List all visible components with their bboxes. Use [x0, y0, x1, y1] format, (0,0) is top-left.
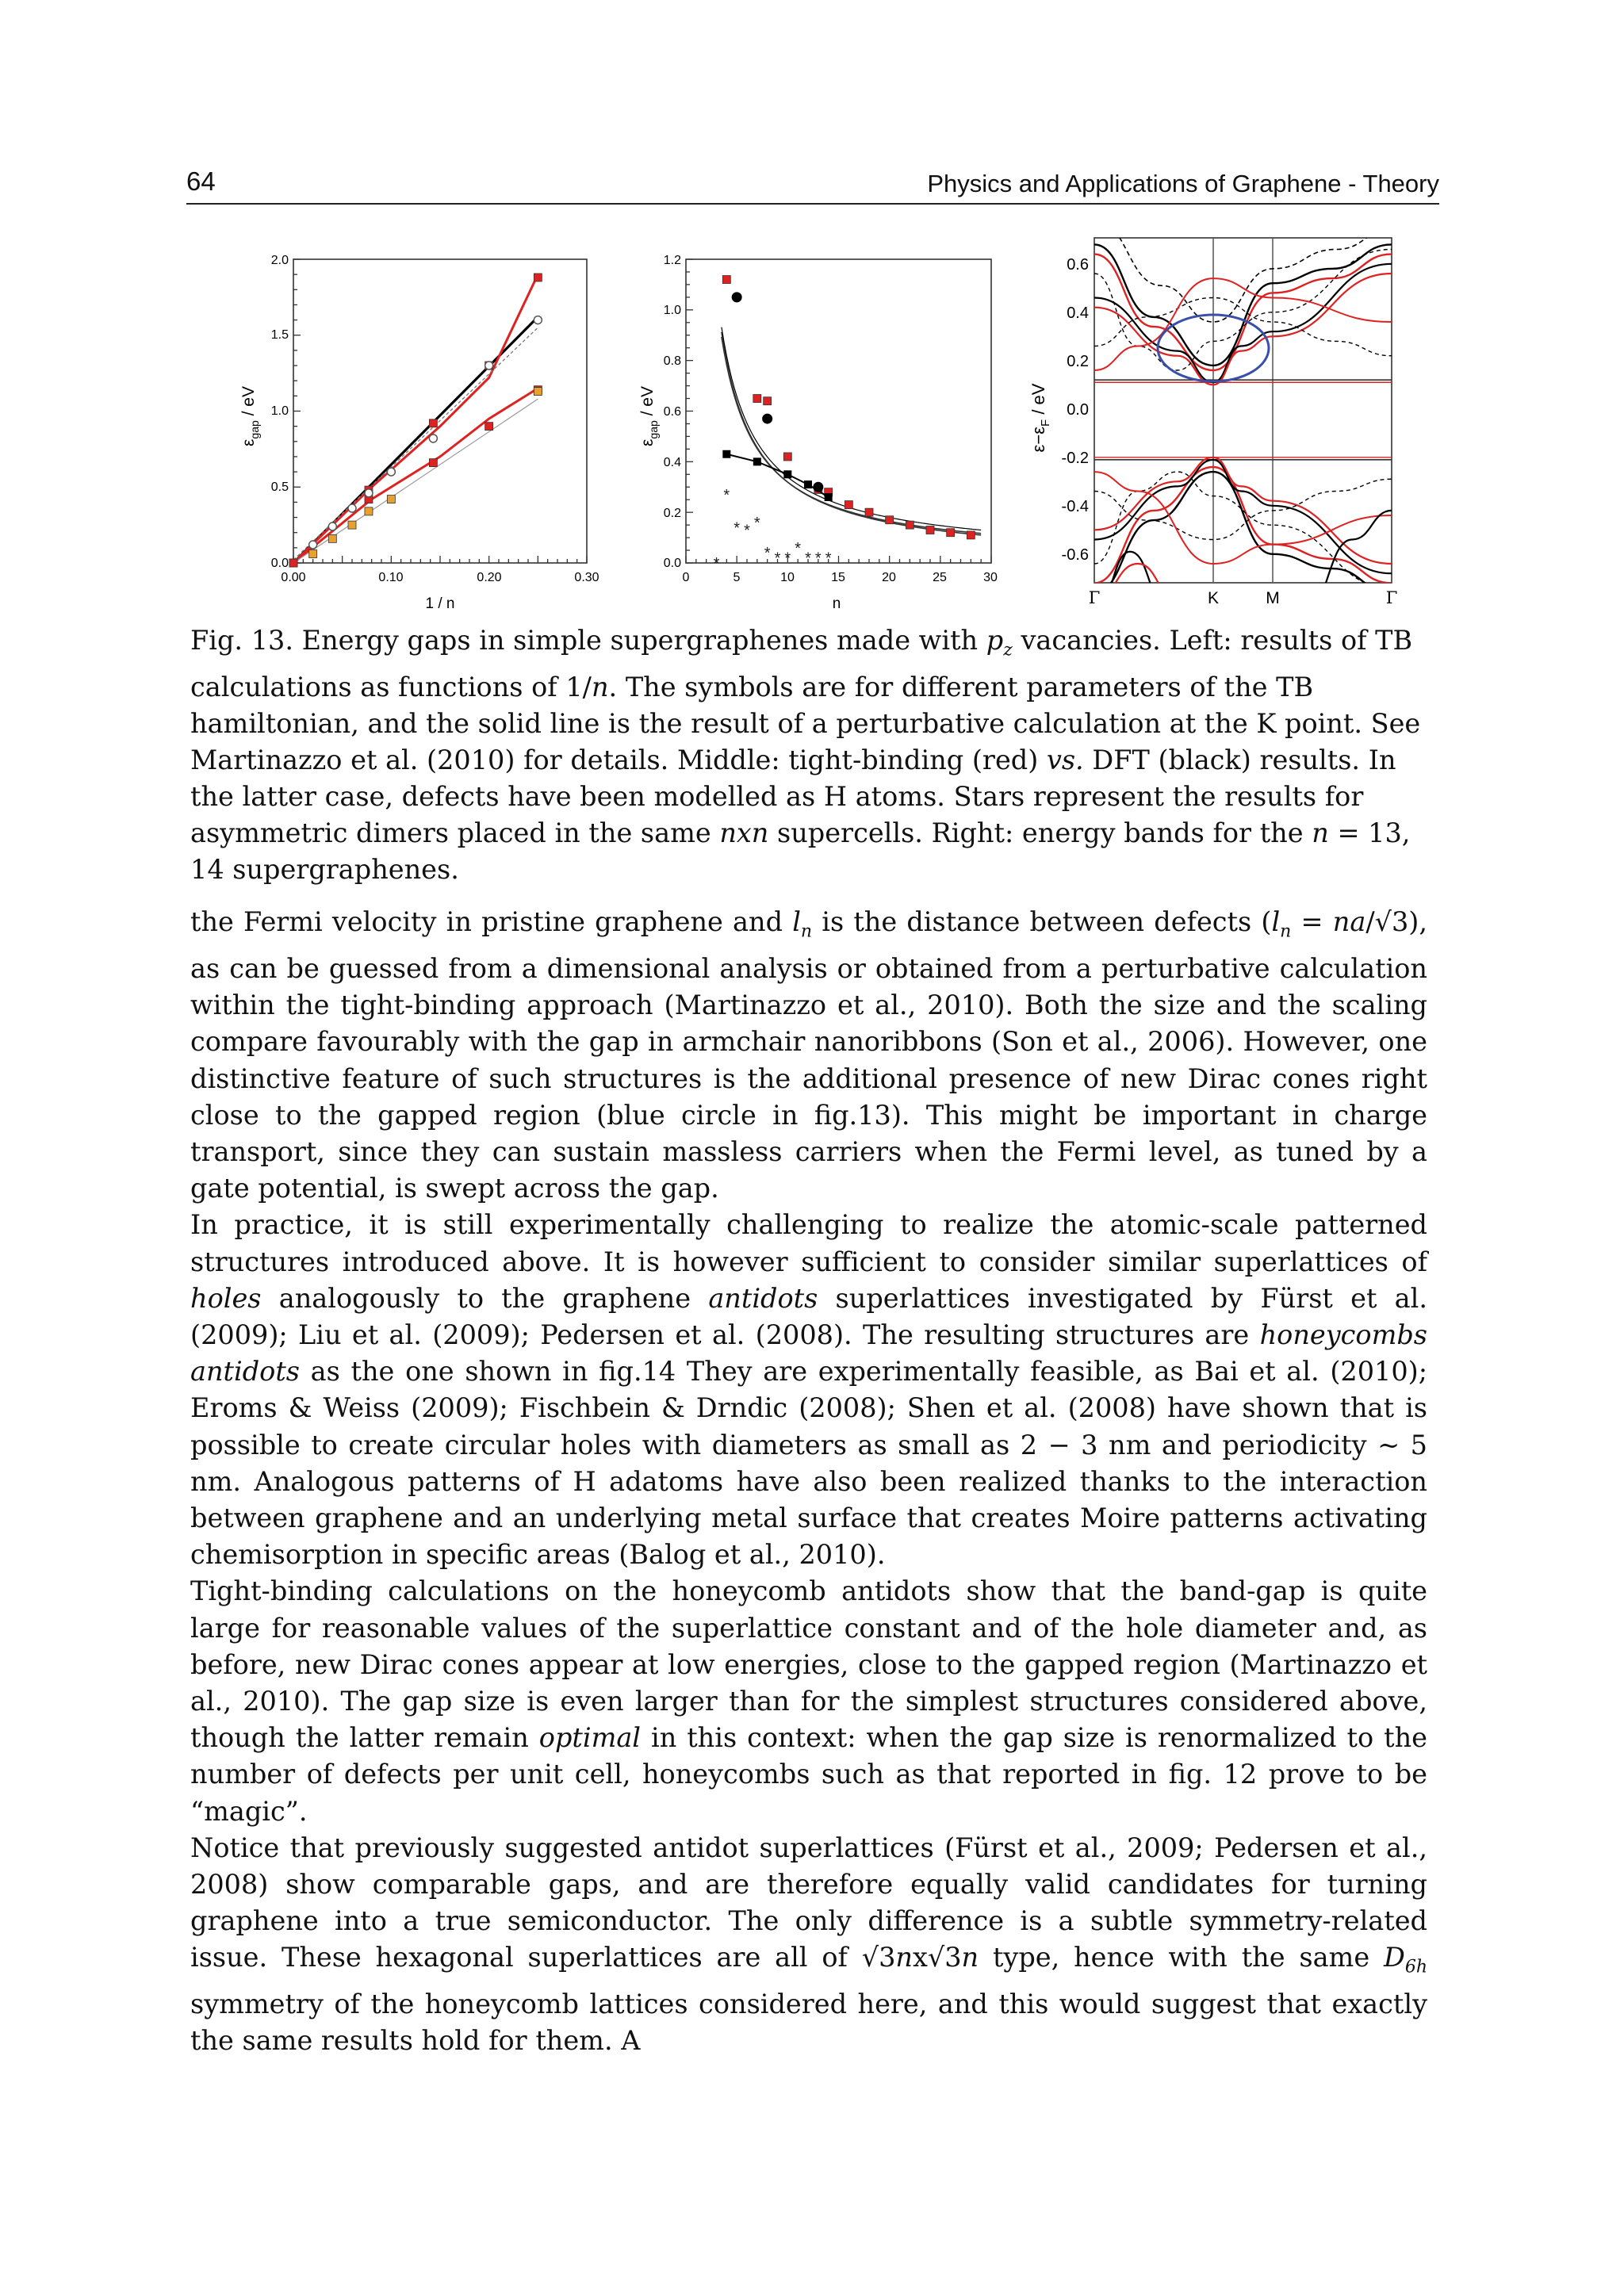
left-xtick-0: 0.00: [281, 571, 306, 584]
middle-xtick-1: 5: [733, 571, 741, 584]
figure-middle-panel: [638, 250, 998, 614]
left-point-square: [348, 521, 356, 529]
left-point-square: [429, 459, 437, 467]
paragraph-3: Tight-binding calculations on the honeycomb antidots show that the band-gap is quite large for reasonable values of the superlattice constant and of the hole diameter and, as before, new Dirac cones appear at low energies, close to the gapped region (Martinazzo et al., 2010). The gap size is even larger than for the simplest structures considered above, though the latter remain optimal in this context: when the gap size is renormalized to the number of defects per unit cell, honeycombs such as that reported in fig. 12 prove to be “magic”.: [190, 1575, 1427, 1827]
left-point-square: [387, 496, 395, 503]
band-black-dashed-1: [1094, 220, 1392, 322]
middle-plot-frame: [686, 259, 991, 563]
left-point-circle: [309, 541, 317, 549]
middle-dft-point: [732, 292, 742, 302]
middle-star-point: *: [733, 519, 741, 538]
caption-n: n: [591, 671, 609, 702]
left-point-circle: [365, 489, 373, 497]
middle-tb-point: [906, 521, 914, 529]
caption-text-3: . The symbols are for different parameters of the TB hamiltonian, and the solid line is the result of a perturbative calculation at the K point. See Martinazzo et al. (2010) for details. Middle: tight-binding (red): [190, 671, 1421, 775]
middle-ytick-0: 0.0: [663, 557, 681, 570]
left-marks: [289, 274, 542, 567]
middle-ytick-4: 0.8: [663, 354, 681, 368]
caption-text-5: supercells. Right: energy bands for the: [768, 817, 1312, 848]
middle-tb-point: [865, 508, 873, 516]
middle-xtick-3: 15: [831, 571, 845, 584]
middle-star-point: *: [713, 555, 720, 572]
middle-star-point: *: [774, 549, 781, 568]
left-red-curve-upper: [293, 274, 538, 563]
left-point-circle: [485, 362, 493, 369]
left-ytick-4: 2.0: [270, 254, 289, 267]
middle-star-point: *: [753, 514, 760, 532]
middle-star-point: *: [784, 549, 791, 568]
right-ytick-1: 0.4: [1067, 304, 1089, 322]
middle-tb-point: [764, 397, 772, 405]
middle-ytick-2: 0.4: [663, 456, 681, 469]
caption-text-6: = 13, 14 supergraphenes.: [190, 817, 1411, 885]
middle-dft-square: [753, 457, 761, 465]
middle-ytick-6: 1.2: [663, 254, 681, 267]
middle-ytick-1: 0.2: [663, 507, 681, 520]
middle-star-point: *: [825, 549, 832, 568]
right-ytick-2: 0.2: [1067, 353, 1089, 370]
paragraph-2: In practice, it is still experimentally challenging to realize the atomic-scale patterned structures introduced above. It is however sufficient to consider similar superlattices of holes analogously to the graphene antidots superlattices investigated by Fürst et al. (2009); Liu et al. (2009); Pedersen et al. (2008). The resulting structures are honeycombs antidots as the one shown in fig.14 They are experimentally feasible, as Bai et al. (2010); Eroms & Weiss (2009); Fischbein & Drndic (2008); Shen et al. (2008) have shown that is possible to create circular holes with diameters as small as 2 − 3 nm and periodicity ∼ 5 nm. Analogous patterns of H adatoms have also been realized thanks to the interaction between graphene and an underlying metal surface that creates Moire patterns activating chemisorption in specific areas (Balog et al., 2010).: [190, 1209, 1427, 1571]
middle-star-point: *: [795, 539, 802, 557]
middle-dft-square: [783, 470, 791, 478]
middle-tb-point: [783, 453, 791, 461]
middle-xtick-6: 30: [983, 571, 998, 584]
caption-text-1: Fig. 13. Energy gaps in simple supergraphenes made with: [190, 625, 986, 656]
middle-dft-square: [804, 480, 812, 488]
page-header: [186, 163, 1439, 205]
middle-xlabel: n: [832, 595, 841, 612]
left-point-square: [289, 559, 297, 567]
left-point-square: [328, 534, 336, 542]
caption-text-2: vacancies. Left: results of TB calculations as functions of 1/: [190, 625, 1413, 702]
middle-tb-point: [967, 531, 975, 539]
right-ytick-3: 0.0: [1067, 401, 1089, 419]
middle-tb-point: [886, 516, 894, 524]
caption-text-4: DFT (black) results. In the latter case, defects have been modelled as H atoms. Stars represent the results for asymmetric dimers placed in the same: [190, 744, 1396, 848]
left-point-circle: [387, 468, 395, 476]
left-point-square: [429, 419, 437, 427]
left-ytick-2: 1.0: [270, 404, 289, 418]
right-xtick-k: K: [1207, 589, 1220, 607]
left-xtick-1: 0.10: [378, 571, 404, 584]
right-xtick-gamma-left: Γ: [1088, 588, 1101, 607]
figure-left-panel: [230, 250, 599, 614]
left-xtick-2: 0.20: [477, 571, 502, 584]
middle-star-point: *: [764, 545, 771, 563]
right-xtick-m: M: [1266, 589, 1280, 607]
running-head: Physics and Applications of Graphene - Theory: [927, 170, 1439, 197]
middle-ticks: [686, 259, 991, 563]
middle-tb-point: [947, 529, 955, 537]
middle-dft-square: [722, 450, 730, 458]
right-ytick-6: -0.6: [1061, 546, 1089, 564]
page-number: 64: [186, 167, 216, 196]
middle-star-point: *: [805, 549, 811, 568]
left-point-circle: [534, 316, 542, 324]
body-text: [190, 904, 1427, 2060]
left-ytick-3: 1.5: [270, 328, 289, 342]
right-ytick-5: -0.4: [1061, 498, 1089, 515]
middle-tb-point: [845, 501, 852, 509]
middle-ytick-5: 1.0: [663, 304, 681, 317]
left-xtick-3: 0.30: [574, 571, 599, 584]
middle-xtick-4: 20: [882, 571, 896, 584]
middle-xtick-2: 10: [780, 571, 795, 584]
figure-right-panel: [1019, 234, 1400, 614]
middle-fit-curve: [722, 327, 981, 530]
band-structure-lines: [1094, 220, 1392, 612]
caption-vs: vs.: [1046, 744, 1084, 775]
right-ytick-4: -0.2: [1061, 450, 1089, 467]
middle-star-point: *: [723, 486, 730, 504]
left-point-square: [365, 507, 373, 515]
middle-xtick-5: 25: [933, 571, 947, 584]
middle-ylabel: $\varepsilon_{gap}$ / eV: [638, 386, 660, 446]
middle-dft-square-line: [726, 454, 828, 497]
left-point-circle: [328, 523, 336, 530]
right-ytick-0: 0.6: [1067, 256, 1089, 274]
middle-tb-point: [926, 526, 934, 534]
caption-n2: n: [1312, 817, 1329, 848]
band-red-7: [1094, 564, 1178, 600]
left-xlabel: 1 / n: [425, 595, 455, 612]
left-point-square: [485, 423, 493, 431]
band-red-1: [1094, 255, 1392, 370]
band-black-1: [1094, 244, 1392, 366]
right-xtick-gamma-right: Γ: [1385, 588, 1398, 607]
left-ytick-1: 0.5: [270, 480, 289, 494]
left-point-circle: [429, 434, 437, 442]
middle-ytick-3: 0.6: [663, 405, 681, 419]
left-ylabel: $\varepsilon_{gap}$ / eV: [239, 386, 261, 446]
caption-pz: $p_z$: [986, 625, 1013, 660]
middle-xtick-0: 0: [682, 571, 690, 584]
left-ytick-0: 0.0: [270, 557, 289, 570]
middle-star-point: *: [814, 549, 822, 568]
left-point-square: [534, 274, 542, 281]
middle-dft-square: [825, 493, 833, 501]
band-black-dashed-3: [1094, 472, 1392, 588]
right-ylabel: $\varepsilon-\varepsilon_F$ / eV: [1028, 383, 1052, 453]
paragraph-1: the Fermi velocity in pristine graphene and $l_n$ is the distance between defects $(l_n = na/√3)$, as can be guessed from a dimensional analysis or obtained from a perturbative calculation within the tight-binding approach (Martinazzo et al., 2010). Both the size and the scaling compare favourably with the gap in armchair nanoribbons (Son et al., 2006). However, one distinctive feature of such structures is the additional presence of new Dirac cones right close to the gapped region (blue circle in fig.13). This might be important in charge transport, since they can sustain massless carriers when the Fermi level, as tuned by a gate potential, is swept across the gap.: [190, 906, 1427, 1204]
left-point-circle: [348, 504, 356, 512]
middle-tb-point: [722, 276, 730, 284]
paragraph-4: Notice that previously suggested antidot superlattices (Fürst et al., 2009; Pedersen et al., 2008) show comparable gaps, and are therefore equally valid candidates for turning graphene into a true semiconductor. The only difference is a subtle symmetry-related issue. These hexagonal superlattices are all of √3nx√3n type, hence with the same $D_{6h}$ symmetry of the honeycomb lattices considered here, and this would suggest that exactly the same results hold for them. A: [190, 1832, 1428, 2057]
figure-caption: [190, 622, 1427, 888]
middle-dft-point: [762, 414, 772, 424]
left-point-square: [534, 388, 542, 396]
caption-nxn: nxn: [719, 817, 769, 848]
left-point-square: [309, 550, 317, 558]
middle-star-point: *: [744, 522, 750, 540]
middle-marks: [714, 276, 982, 572]
middle-tb-point: [753, 395, 761, 403]
